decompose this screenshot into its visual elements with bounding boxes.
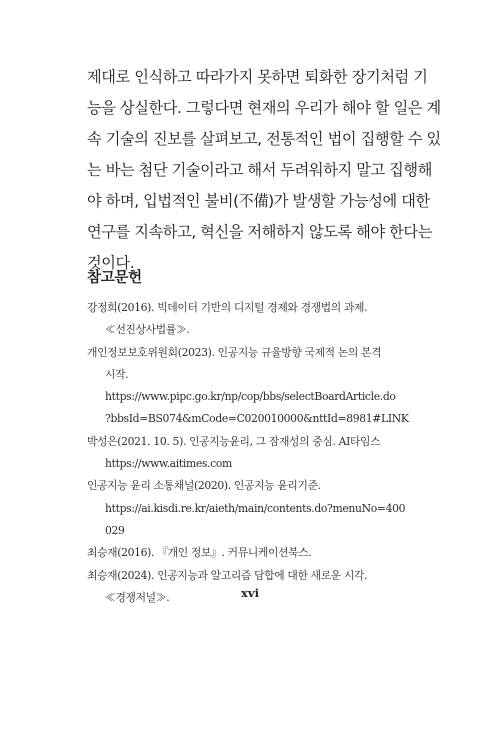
reference-line: 시작. [105,367,129,381]
body-line: 제대로 인식하고 따라가지 못하면 퇴화한 장기처럼 기 [87,68,428,86]
reference-line: ?bbsId=BS074&mCode=C020010000&nttId=8981#LINK [105,412,409,426]
reference-line: ≪선진상사법률≫. [105,323,190,337]
reference-line: ≪경쟁저널≫. [105,590,170,604]
reference-line: 개인정보보호위원회(2023). 인공지능 규율방향 국제적 논의 본격 [87,345,382,359]
reference-line: https://www.pipc.go.kr/np/cop/bbs/selectBoardArticle.do [105,390,396,404]
page-number: xvi [241,586,259,600]
references-heading: 참고문헌 [87,270,142,286]
body-line: 야 하며, 입법적인 불비(不備)가 발생할 가능성에 대한 [87,192,430,210]
body-line: 것이다. [87,254,135,272]
reference-line: 029 [105,523,125,537]
body-line: 능을 상실한다. 그렇다면 현재의 우리가 해야 할 일은 계 [87,99,441,117]
reference-line: 최승재(2016). 『개인 정보』. 커뮤니케이션북스. [87,546,312,560]
reference-line: https://www.aitimes.com [105,457,232,471]
body-line: 연구를 지속하고, 혁신을 저해하지 않도록 해야 한다는 [87,223,432,241]
reference-line: 강정희(2016). 빅데이터 기반의 디지털 경제와 경쟁법의 과제. [87,301,368,314]
body-line: 속 기술의 진보를 살펴보고, 전통적인 법이 집행할 수 있 [87,130,441,148]
reference-line: 박성은(2021. 10. 5). 인공지능윤리, 그 잠재성의 중심. AI타임스 [87,434,381,448]
body-paragraph [87,62,441,279]
reference-line: https://ai.kisdi.re.kr/aieth/main/contents.do?menuNo=400 [105,501,406,515]
reference-line: 인공지능 윤리 소통채널(2020). 인공지능 윤리기준. [87,479,321,493]
references-list [87,297,417,609]
reference-line: 최승재(2024). 인공지능과 알고리즘 담합에 대한 새로운 시각. [87,568,368,582]
body-line: 는 바는 첨단 기술이라고 해서 두려워하지 말고 집행해 [87,161,432,179]
